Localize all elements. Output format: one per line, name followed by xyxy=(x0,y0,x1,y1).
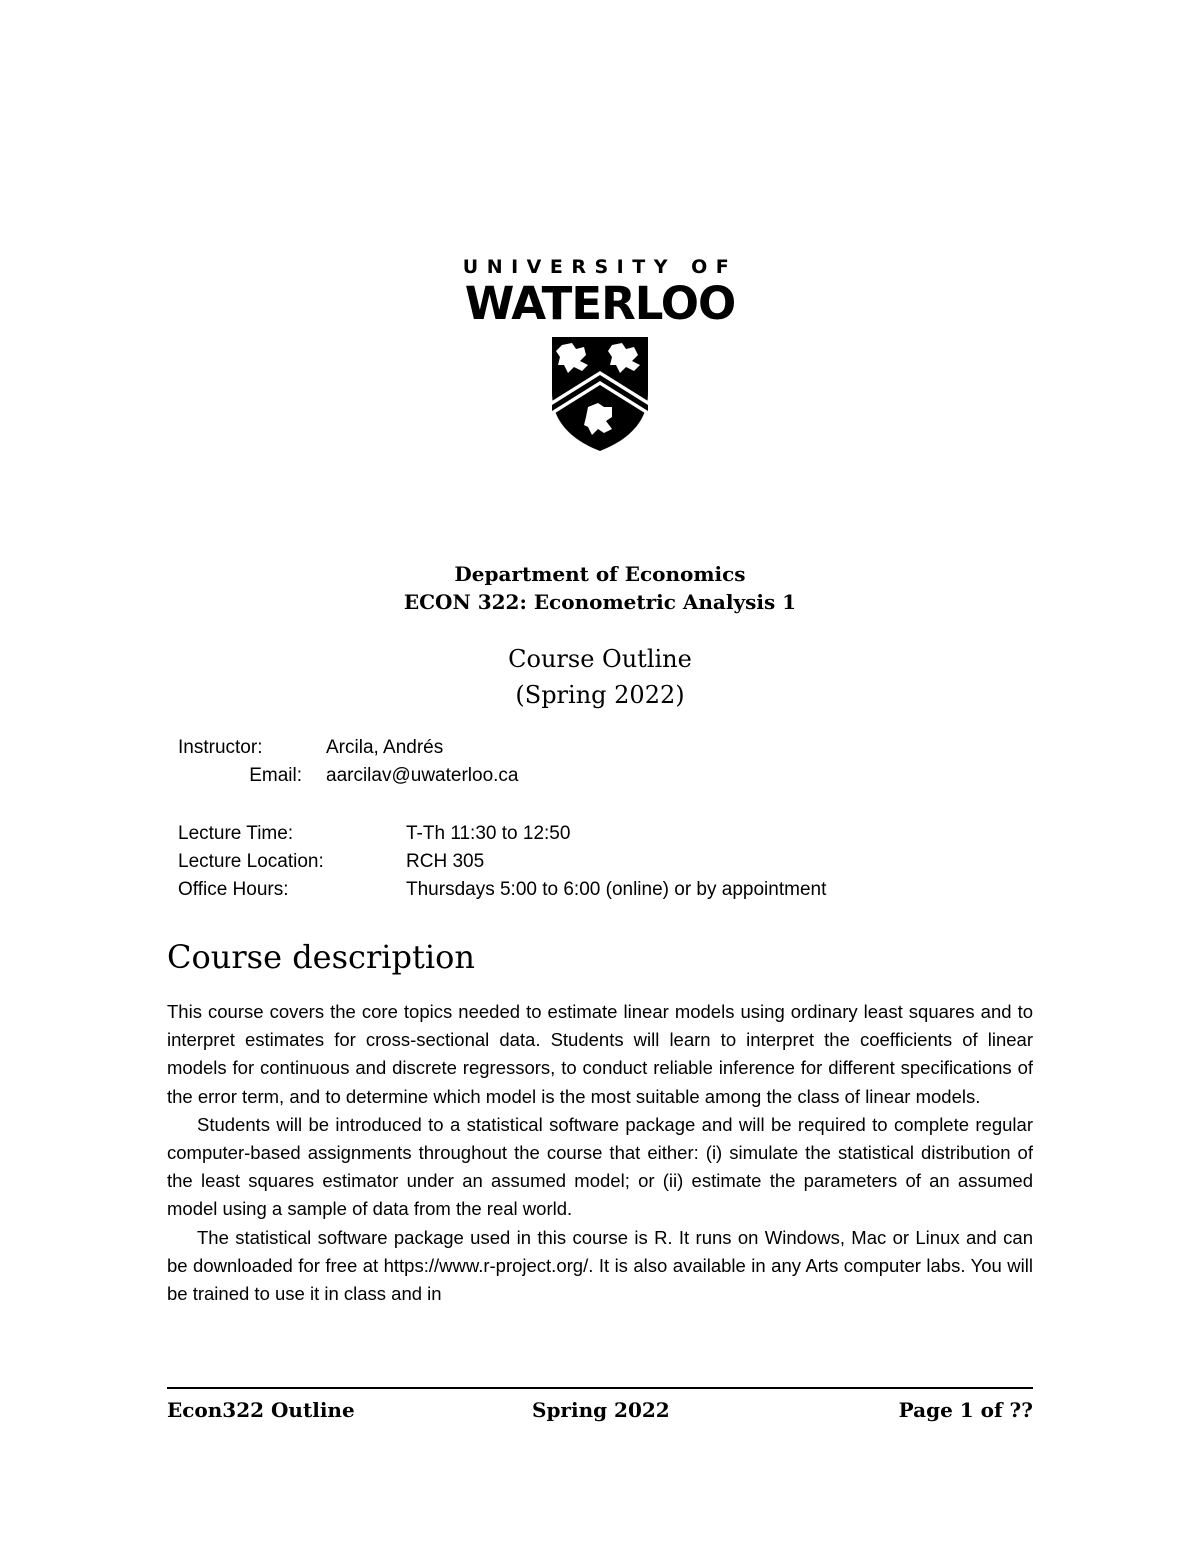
paragraph: This course covers the core topics needed to estimate linear models using ordinary least squares and to interpret estimates for cross-sectional data. Students will learn to interpret the coefficients of linear models for continuous and discrete regressors, to conduct reliable inference for different specifications of the error term, and to determine which model is the most suitable among the class of linear models. xyxy=(167,1001,1033,1107)
lecture-time-label: Lecture Time: xyxy=(178,823,294,844)
department-name: Department of Economics xyxy=(454,562,746,586)
email-label: Email: xyxy=(249,765,302,786)
paragraph: The statistical software package used in this course is R. It runs on Windows, Mac or Linux and can be downloaded for free at https://www.r-project.org/. It is also available in any Arts computer labs. You will be trained to use it in class and in xyxy=(167,1226,1033,1305)
footer-left: Econ322 Outline xyxy=(167,1398,355,1422)
instructor-label: Instructor: xyxy=(178,737,263,758)
waterloo-crest-icon xyxy=(550,335,650,453)
footer-center: Spring 2022 xyxy=(532,1398,670,1422)
logo-university-of: UNIVERSITY OF xyxy=(462,256,738,278)
term-label: (Spring 2022) xyxy=(515,681,685,709)
email-value[interactable]: aarcilav@uwaterloo.ca xyxy=(326,765,519,786)
paragraph: Students will be introduced to a statistical software package and will be required to complete regular computer-based assignments throughout the course that either: (i) simulate the statistical distribution of the least squares estimator under an assumed model; or (ii) estimate the parameters of an assumed model using a sample of data from the real world. xyxy=(167,1113,1033,1220)
office-hours-value: Thursdays 5:00 to 6:00 (online) or by appointment xyxy=(406,879,827,900)
footer-page-number: Page 1 of ?? xyxy=(898,1398,1033,1422)
office-hours-label: Office Hours: xyxy=(178,879,289,900)
instructor-value: Arcila, Andrés xyxy=(326,737,444,758)
document-title: Course Outline xyxy=(508,645,692,673)
section-body xyxy=(167,998,1033,1308)
footer-rule xyxy=(167,1387,1033,1389)
course-code-title: ECON 322: Econometric Analysis 1 xyxy=(403,590,797,614)
university-logo xyxy=(440,250,760,460)
section-heading: Course description xyxy=(167,938,475,976)
department-header xyxy=(0,560,1200,616)
lecture-time-value: T-Th 11:30 to 12:50 xyxy=(406,823,571,844)
lecture-location-value: RCH 305 xyxy=(406,851,485,872)
logo-waterloo: WATERLOO xyxy=(464,277,736,330)
lecture-location-label: Lecture Location: xyxy=(178,851,324,872)
